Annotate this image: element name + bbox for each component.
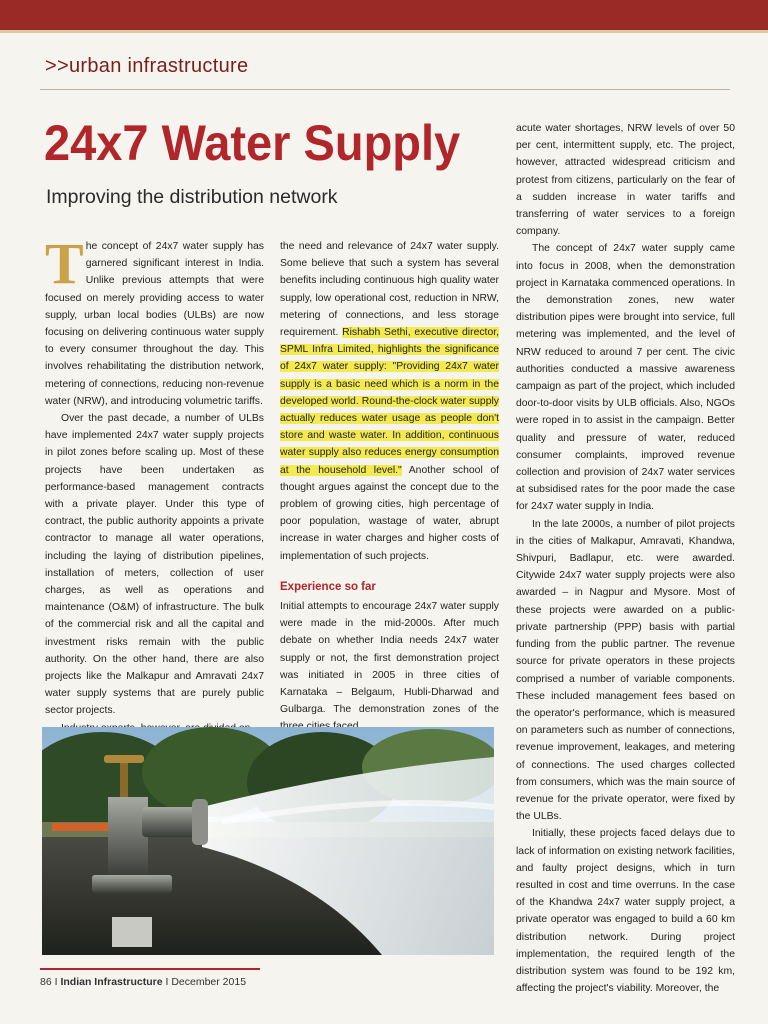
footer-separator: I (162, 976, 172, 988)
paragraph-text: the need and relevance of 24x7 water supply. Some believe that such a system has several benefits including continuous high quality water supply, low operational cost, reduction in NRW, metering of connections, and less storage requirement. (280, 241, 499, 339)
text-column-2 (280, 238, 499, 736)
page-number: 86 (40, 976, 52, 988)
footer-separator: I (51, 976, 61, 988)
text-column-1 (45, 231, 264, 737)
paragraph-text: Another school of thought argues against the concept due to the problem of growing cities, high percentage of poor population, wastage of water, abrupt increase in water charges and higher costs of implementation of such projects. (280, 464, 500, 562)
article-title: 24x7 Water Supply (44, 115, 461, 171)
section-label: >>urban infrastructure (45, 55, 249, 77)
paragraph: Over the past decade, a number of ULBs have implemented 24x7 water supply projects in pilot zones before scaling up. Most of these projects have been undertaken as performance-based management contracts with a private player. Under this type of contract, the public authority appoints a private contractor to manage all water operations, including the laying of distribution pipelines, installation of meters, collection of user charges, as well as operations and maintenance (O&M) of infrastructure. The bulk of the commercial risk and all the capital and investment risks remain with the public authority. On the other hand, there are also projects like the Malkapur and Amravati 24x7 water supply systems that are purely public sector projects. (45, 413, 264, 717)
paragraph: The concept of 24x7 water supply came into focus in 2008, when the demonstration project in Karnataka commenced operations. In the demonstration zones, new water distribution pipes were brought into service, full metering was implemented, and the level of NRW reduced to around 7 per cent. The civic authorities conducted a massive awareness campaign as part of the project, which included door-to-door visits by ULB officials. Also, NGOs were roped in to assist in the campaign. Better quality and pressure of water, reduced consumer complaints, improved revenue collection and provision of 24x7 water services at subsidised rates for the poor made the case for 24x7 water supply in India. (516, 243, 735, 513)
paragraph (45, 231, 264, 410)
top-bar-rule (0, 30, 768, 33)
paragraph: Initial attempts to encourage 24x7 water supply were made in the mid-2000s. After much debate on whether India needs 24x7 water supply or not, the first demonstration project was initiated in 2005 in three cities of Karnataka – Belgaum, Hubli-Dharwad and Gulbarga. The demonstration zones of the (280, 601, 499, 716)
paragraph (280, 238, 499, 565)
page-footer (40, 976, 246, 988)
section-divider (40, 89, 730, 90)
top-color-bar (0, 0, 768, 30)
paragraph: Initially, these projects faced delays due to lack of information on existing network facilities, and faulty project designs, which in turn resulted in cost and time overruns. In the case of the Khandwa 24x7 water supply project, a private operator was engaged to build a 60 km distribution network. During project implementation, the required length of the distribution system was found to be 192 km, affecting the project's viability. Moreover, the (516, 828, 735, 995)
paragraph: In the late 2000s, a number of pilot projects in the cities of Malkapur, Amravati, Khandwa, Shivpuri, Badlapur, etc. were awarded. Citywide 24x7 water supply projects were also awarded – in Nagpur and Mysore. Most of these projects were awarded on a public-private partnership (PPP) basis with partial funding from the public partner. The revenue source for private operators in these projects comprised a number of variable components. These included management fees based on the operator's performance, which is measured on parameters such as number of connections, revenue improvement, leakages, and metering of connections. The used charges collected from consumers, which was the main source of revenue for the private operator, were fixed by the ULBs. (516, 518, 735, 823)
drop-cap: T (45, 231, 84, 296)
paragraph: acute water shortages, NRW levels of over 50 per cent, intermittent supply, etc. The project, however, attracted widespread criticism and protest from citizens, particularly on the fear of a sudden increase in water tariffs and transferring of water services to a foreign company. (516, 123, 735, 238)
paragraph-text: he concept of 24x7 water supply has garnered significant interest in India. Unlike previous attempts that were focused on merely providing access to water supply, urban local bodies (ULBs) are now focusing on delivering continuous water supply to every consumer throughout the day. This involves rehabilitating the distribution network, metering of connections, reducing non-revenue water (NRW), and introducing volumetric tariffs. (45, 241, 264, 407)
magazine-name: Indian Infrastructure (60, 976, 163, 988)
issue-date: December 2015 (171, 976, 247, 988)
water-tap-photo (42, 727, 494, 955)
section-subhead: Experience so far (280, 580, 376, 593)
photo-illustration (42, 727, 494, 955)
article-subtitle: Improving the distribution network (46, 186, 338, 208)
text-column-3 (516, 120, 735, 997)
highlighted-quote: Rishabh Sethi, executive director, SPML Infra Limited, highlights the significance of 24x7 water supply: "Providing 24x7 water supply is a basic need which is a norm in the developed world. Round-the-clock water supply actually reduces water usage as people don't store and waste water. In addition, continuous water supply also reduces energy consumption at the household level." (280, 327, 499, 476)
footer-divider (40, 968, 260, 970)
